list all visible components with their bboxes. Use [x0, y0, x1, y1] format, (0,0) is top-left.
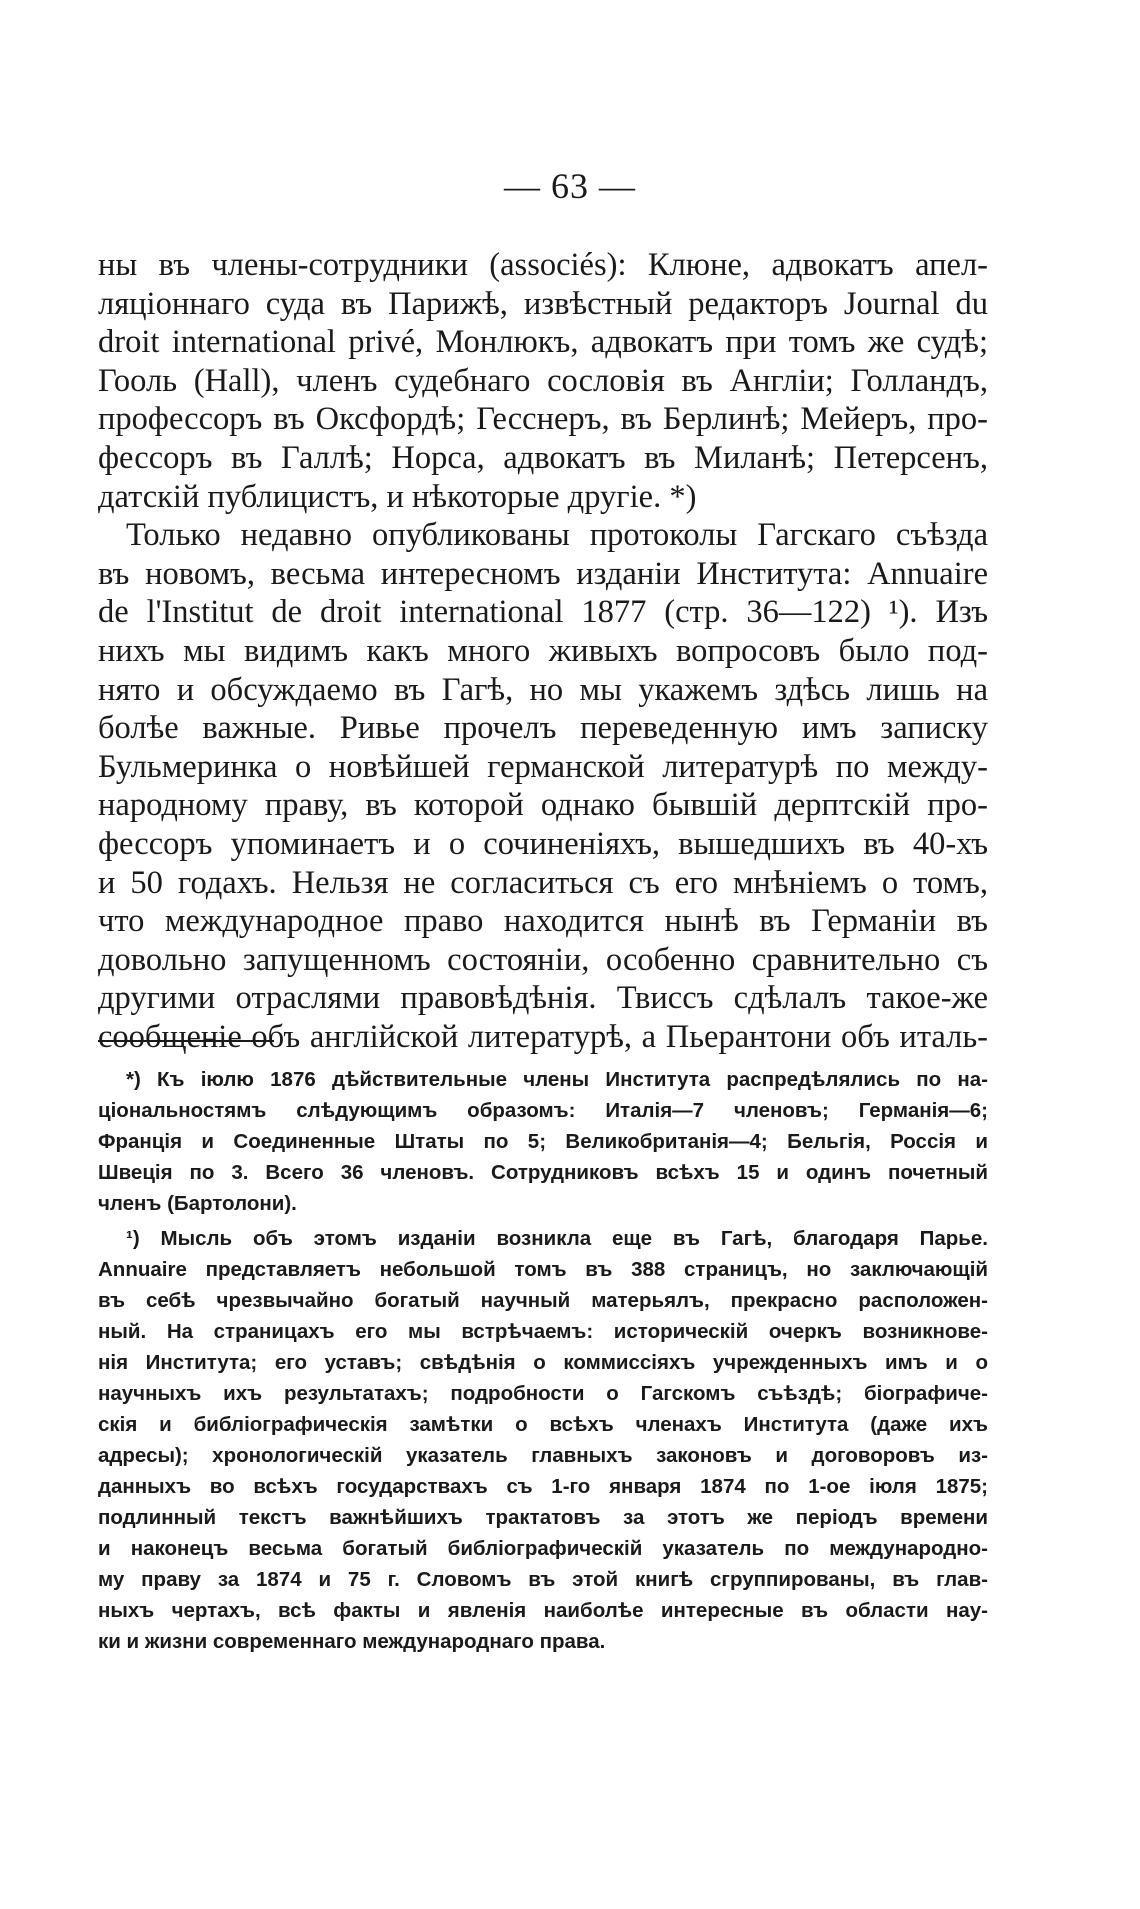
footnote-divider — [98, 1040, 274, 1042]
body-line: довольно запущенномъ состояніи, особенно сравнительно съ — [98, 941, 988, 978]
body-line: нихъ мы видимъ какъ много живыхъ вопросовъ было под- — [98, 632, 988, 669]
footnote-line: *) Къ іюлю 1876 дѣйствительные члены Института распредѣлялись по на- — [126, 1068, 988, 1091]
footnote-line: ки и жизни современнаго международнаго права. — [98, 1630, 606, 1653]
footnote-line: ¹) Мысль объ этомъ изданіи возникла еще въ Гагѣ, благодаря Парье. — [126, 1227, 988, 1250]
footnote-line: нія Института; его уставъ; свѣдѣнія о коммиссіяхъ учрежденныхъ имъ и о — [98, 1351, 988, 1374]
footnote-line: ныхъ чертахъ, всѣ факты и явленія наиболѣе интересные въ области нау- — [98, 1599, 988, 1622]
footnote-line: Швеція по 3. Всего 36 членовъ. Сотрудниковъ всѣхъ 15 и одинъ почетный — [98, 1161, 988, 1184]
footnote-line: ный. На страницахъ его мы встрѣчаемъ: историческій очеркъ возникнове- — [98, 1320, 988, 1343]
footnote-line: научныхъ ихъ результатахъ; подробности о Гагскомъ съѣздѣ; біографиче- — [98, 1382, 988, 1405]
body-line: датскій публицистъ, и нѣкоторые другіе. *) — [98, 478, 697, 515]
body-line: народному праву, въ которой однако бывшій дерптскій про- — [98, 787, 988, 824]
body-line: фессоръ упоминаетъ и о сочиненіяхъ, вышедшихъ въ 40-хъ — [98, 825, 988, 862]
page-number: — 63 — — [504, 166, 636, 206]
body-line: фессоръ въ Галлѣ; Норса, адвокатъ въ Миланѣ; Петерсенъ, — [98, 439, 988, 476]
paragraph-start-line: Только недавно опубликованы протоколы Гагскаго съѣзда — [126, 517, 988, 554]
body-line: сообщеніе объ англійской литературѣ, а Пьерантони объ италь- — [98, 1018, 988, 1055]
body-line: другими отраслями правовѣдѣнія. Твиссъ сдѣлалъ такое-же — [98, 980, 988, 1017]
footnote-line: му праву за 1874 и 75 г. Словомъ въ этой книгѣ сгруппированы, въ глав- — [98, 1568, 988, 1591]
body-line: нято и обсуждаемо въ Гагѣ, но мы укажемъ здѣсь лишь на — [98, 671, 988, 708]
body-text — [98, 246, 988, 1056]
footnote-line: членъ (Бартолони). — [98, 1192, 297, 1215]
footnote-line: ціональностямъ слѣдующимъ образомъ: Италія—7 членовъ; Германія—6; — [98, 1099, 988, 1122]
footnote-line: въ себѣ чрезвычайно богатый научный матерьялъ, прекрасно расположен- — [98, 1289, 988, 1312]
body-line: droit international privé, Монлюкъ, адвокатъ при томъ же судѣ; — [98, 324, 988, 361]
body-line: Гооль (Hall), членъ судебнаго сословія въ Англіи; Голландъ, — [98, 362, 988, 399]
footnote-line: данныхъ во всѣхъ государствахъ съ 1-го января 1874 по 1-ое іюля 1875; — [98, 1475, 988, 1498]
body-line: ны въ члены-сотрудники (associés): Клюне, адвокатъ апел- — [98, 247, 988, 283]
body-line: въ новомъ, весьма интересномъ изданіи Института: Annuaire — [98, 555, 988, 592]
footnote-star — [98, 1064, 988, 1219]
footnote-line: Франція и Соединенные Штаты по 5; Великобританія—4; Бельгія, Россія и — [98, 1130, 988, 1153]
body-line: что международное право находится нынѣ въ Германіи въ — [98, 903, 988, 940]
body-line: и 50 годахъ. Нельзя не согласиться съ его мнѣніемъ о томъ, — [98, 864, 988, 901]
footnote-one — [98, 1223, 988, 1657]
footnote-line: адресы); хронологическій указатель главныхъ законовъ и договоровъ из- — [98, 1444, 988, 1467]
footnote-line: и наконецъ весьма богатый библіографическій указатель по международно- — [98, 1537, 988, 1560]
body-line: ляціоннаго суда въ Парижѣ, извѣстный редакторъ Journal du — [98, 285, 988, 322]
body-line: Бульмеринка о новѣйшей германской литературѣ по между- — [98, 748, 988, 785]
footnote-line: Annuaire представляетъ небольшой томъ въ 388 страницъ, но заключающій — [98, 1258, 988, 1281]
body-line: профессоръ въ Оксфордѣ; Гесснеръ, въ Берлинѣ; Мейеръ, про- — [98, 401, 988, 438]
body-line: болѣе важные. Ривье прочелъ переведенную имъ записку — [98, 710, 988, 747]
body-line: de l'Institut de droit international 1877 (стр. 36—122) ¹). Изъ — [98, 594, 988, 631]
footnotes — [98, 1064, 988, 1657]
footnote-line: скія и библіографическія замѣтки о всѣхъ членахъ Института (даже ихъ — [98, 1413, 988, 1436]
footnote-line: подлинный текстъ важнѣйшихъ трактатовъ за этотъ же періодъ времени — [98, 1506, 988, 1529]
